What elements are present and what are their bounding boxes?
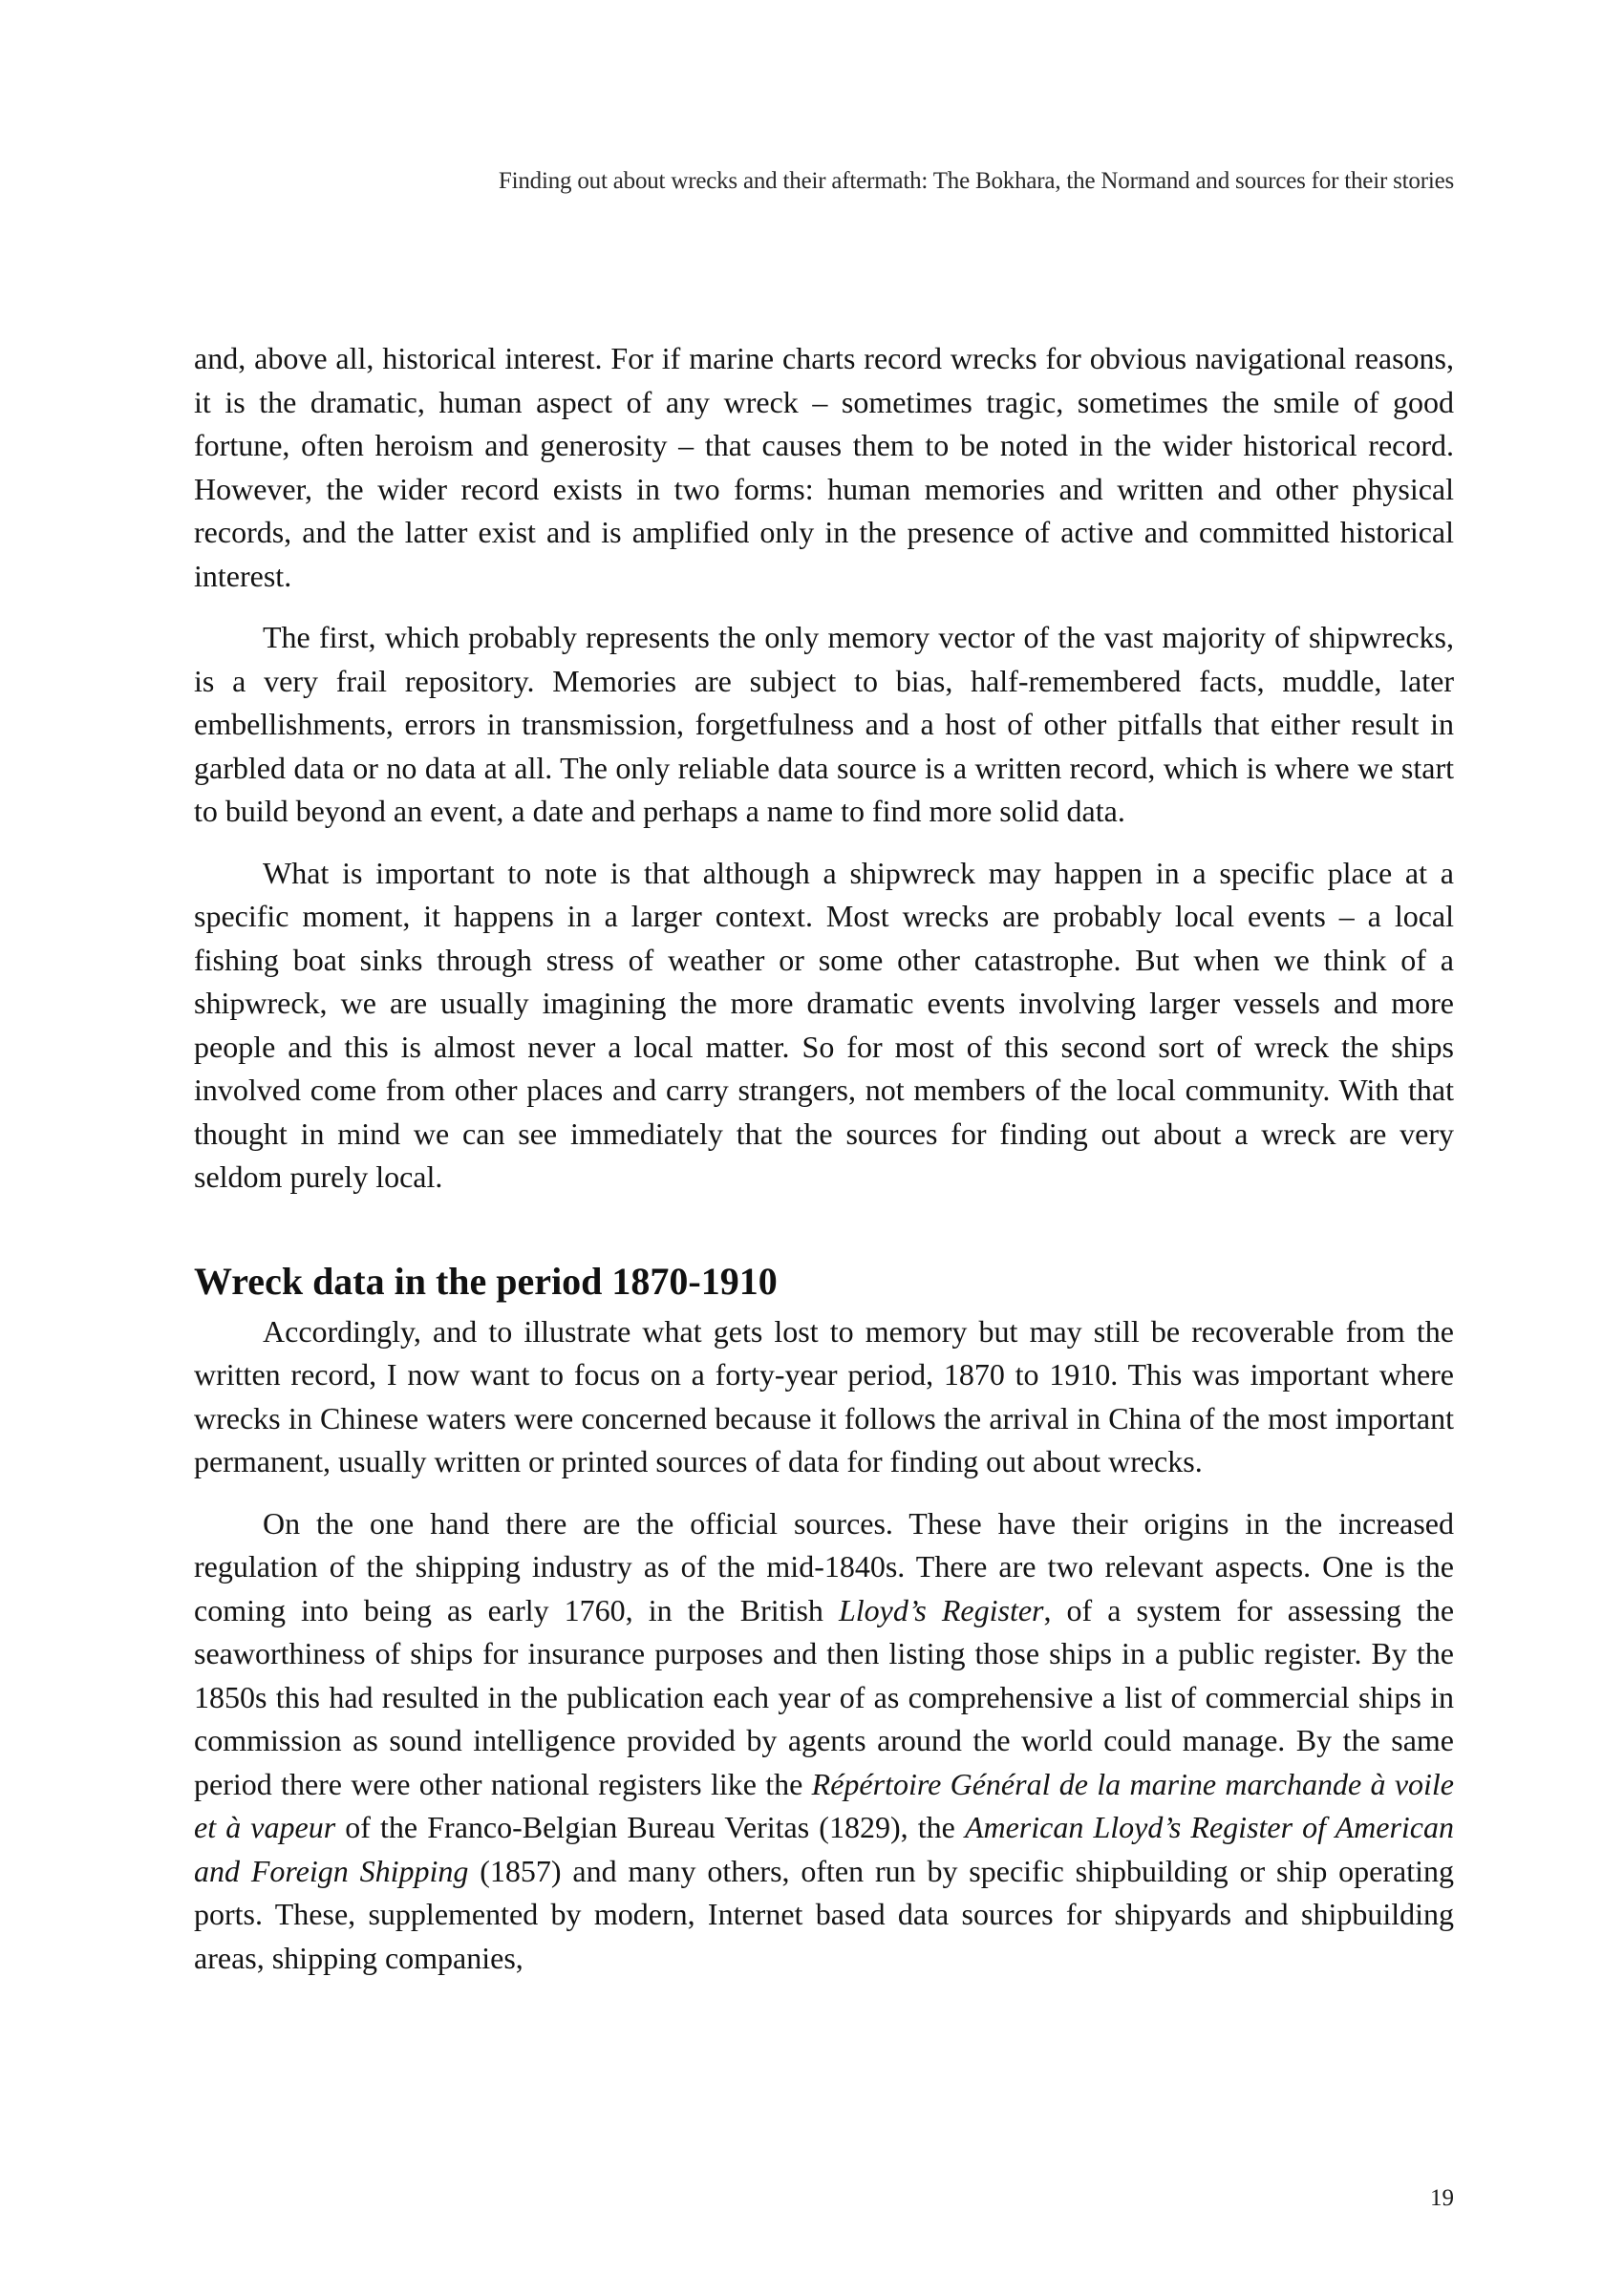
paragraph-5-text: (1857) and many others, often run by specific shipbuilding or ship operating ports. These, supplemented by modern, Internet based data sources for shipyards and shipbuilding areas, shipping companies, — [194, 1853, 1455, 1975]
paragraph-5-text: On the one hand there are the official sources. These have their origins in the increased regulation of the shipping industry as of the mid-1840s. There are two relevant aspects. One is the coming into being as early 1760, in the British — [194, 1505, 1454, 1627]
paragraph-spacer — [194, 598, 1454, 616]
section-heading: Wreck data in the period 1870-1910 — [194, 1259, 778, 1303]
italic-title-american-lloyds-register: American Lloyd’s Register of American and Foreign Shipping — [194, 1810, 1455, 1888]
paragraph-spacer — [194, 834, 1454, 852]
paragraph-4: Accordingly, and to illustrate what gets lost to memory but may still be recoverable from the written record, I now want to focus on a forty-year period, 1870 to 1910. This was important where wrecks in Chinese waters were concerned because it follows the arrival in China of the most important permanent, usually written or printed sources of data for finding out about wrecks. — [194, 1313, 1454, 1478]
page-number: 19 — [1430, 2185, 1454, 2211]
italic-title-repertoire-general: Répértoire Général de la marine marchande à voile et à vapeur — [194, 1766, 1455, 1844]
italic-title-lloyds-register: Lloyd’s Register — [838, 1592, 1044, 1627]
paragraph-2: The first, which probably represents the only memory vector of the vast majority of shipwrecks, is a very frail repository. Memories are subject to bias, half-remembered facts, muddle, later embellishments, errors in transmission, forgetfulness and a host of other pitfalls that either result in garbled data or no data at all. The only reliable data source is a written record, which is where we start to build beyond an event, a date and perhaps a name to find more solid data. — [194, 620, 1454, 828]
paragraph-5-text: of the Franco-Belgian Bureau Veritas (1829), the — [335, 1810, 965, 1844]
body-text — [194, 337, 1454, 1980]
paragraph-spacer — [194, 1484, 1454, 1502]
paragraph-5 — [194, 1502, 1454, 1981]
running-header: Finding out about wrecks and their aftermath: The Bokhara, the Normand and sources for their stories — [498, 168, 1454, 194]
paragraph-1: and, above all, historical interest. For if marine charts record wrecks for obvious navigational reasons, it is the dramatic, human aspect of any wreck – sometimes tragic, sometimes the smile of good fortune, often heroism and generosity – that causes them to be noted in the wider historical record. However, the wider record exists in two forms: human memories and written and other physical records, and the latter exist and is amplified only in the presence of active and committed historical interest. — [194, 341, 1454, 593]
paragraph-3: What is important to note is that although a shipwreck may happen in a specific place at a specific moment, it happens in a larger context. Most wrecks are probably local events – a local fishing boat sinks through stress of weather or some other catastrophe. But when we think of a shipwreck, we are usually imagining the more dramatic events involving larger vessels and more people and this is almost never a local matter. So for most of this second sort of wreck the ships involved come from other places and carry strangers, not members of the local community. With that thought in mind we can see immediately that the sources for finding out about a wreck are very seldom purely local. — [194, 855, 1454, 1194]
paragraph-5-text: , of a system for assessing the seaworthiness of ships for insurance purposes and then listing those ships in a public register. By the 1850s this had resulted in the publication each year of as comprehensive a list of commercial ships in commission as sound intelligence provided by agents around the world could manage. By the same period there were other national registers like the — [194, 1592, 1455, 1801]
heading-spacer — [194, 1200, 1454, 1257]
